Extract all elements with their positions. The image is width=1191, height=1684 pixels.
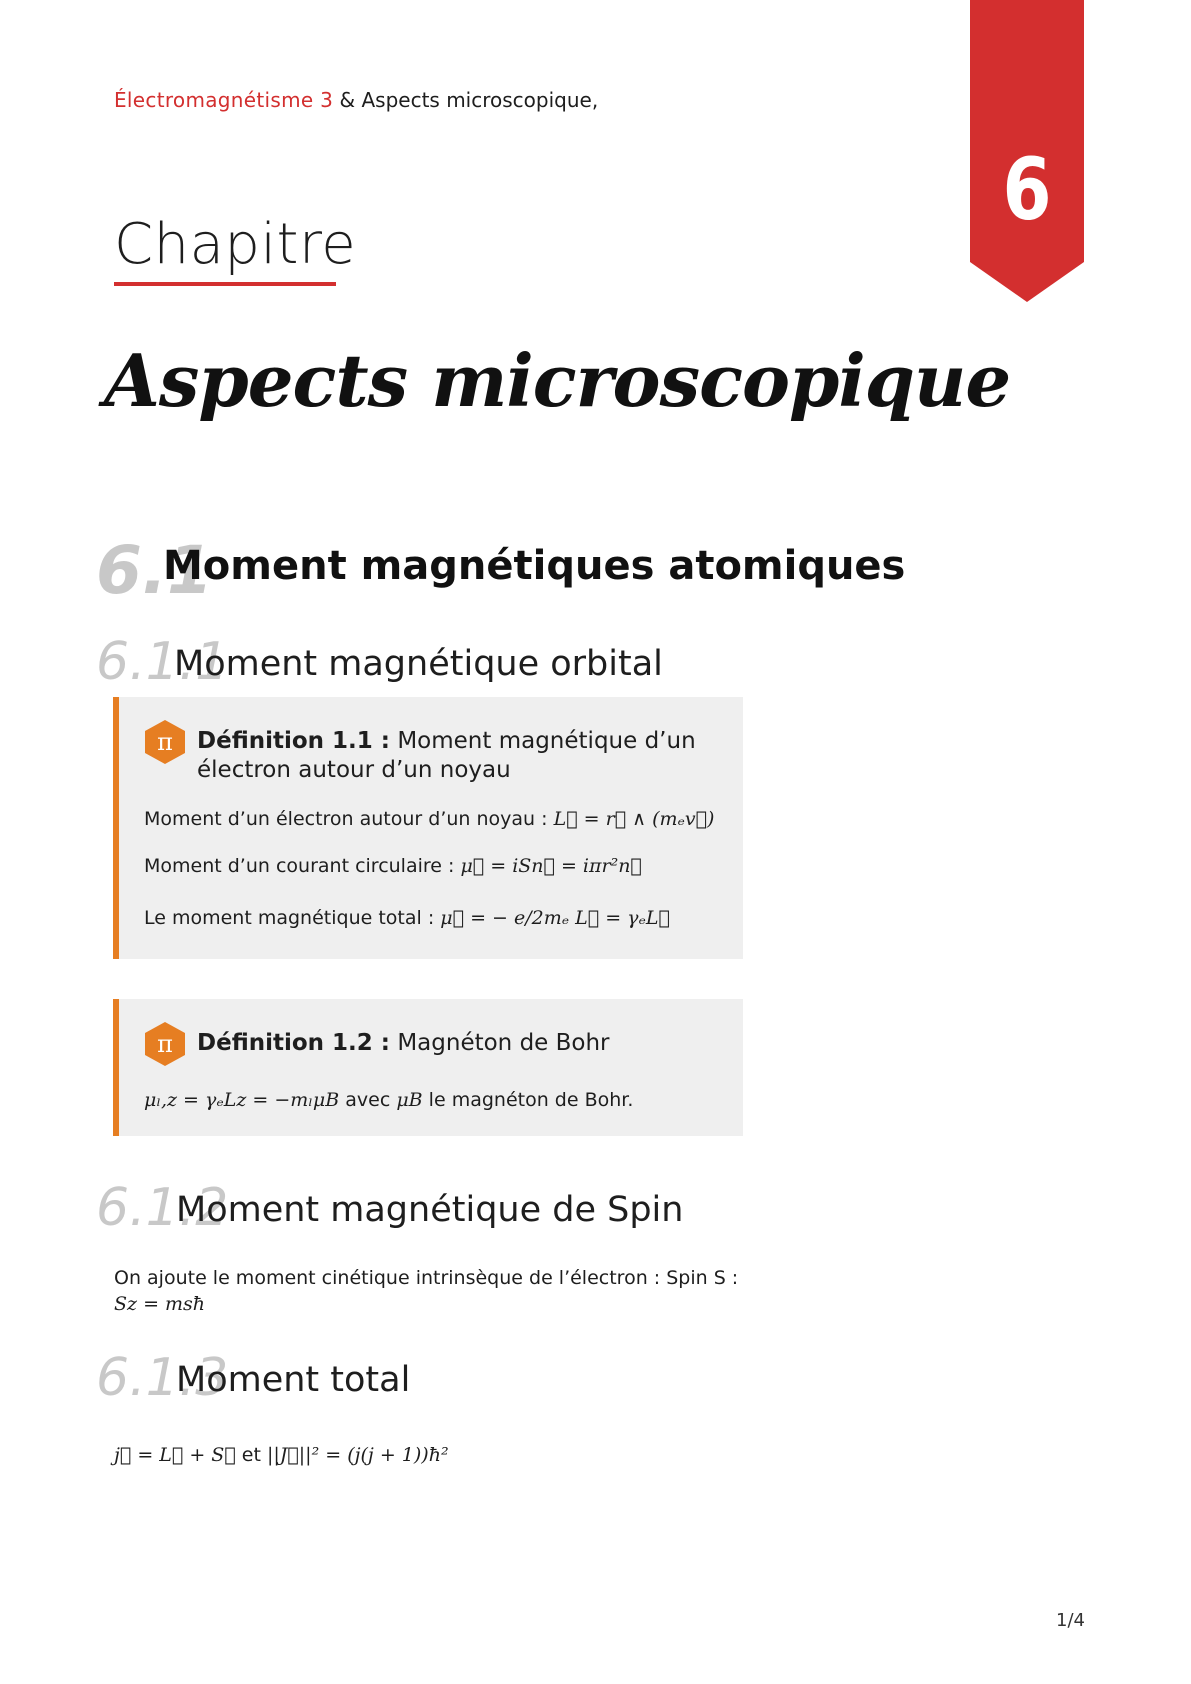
definition-1-title: Moment magnétique d’un électron autour d’un noyau bbox=[197, 728, 696, 783]
bohr-math: μₗ,z = γₑLz = −mₗμB bbox=[144, 1089, 340, 1111]
spin-paragraph bbox=[114, 1265, 754, 1317]
subsection-title-2: Moment magnétique de Spin bbox=[176, 1190, 684, 1230]
definition-2-line bbox=[144, 1089, 633, 1111]
definition-2-title: Magnéton de Bohr bbox=[397, 1030, 610, 1056]
line-2-math: μ⃗ = iSn⃗ = iπr²n⃗ bbox=[460, 855, 642, 877]
definition-1-line-1 bbox=[144, 808, 714, 830]
spin-math: Sz = msħ bbox=[114, 1293, 206, 1315]
total-text: et bbox=[235, 1444, 267, 1466]
page-number: 1/4 bbox=[1056, 1610, 1085, 1631]
running-header bbox=[114, 88, 598, 112]
pi-hexagon-icon bbox=[144, 719, 186, 765]
header-chapter: & Aspects microscopique, bbox=[333, 88, 599, 112]
total-math-1: j⃗ = L⃗ + S⃗ bbox=[114, 1444, 236, 1466]
total-moment-paragraph bbox=[114, 1442, 754, 1468]
chapitre-label: Chapitre bbox=[114, 212, 357, 277]
subsection-number-2: 6.1.2 bbox=[96, 1178, 229, 1238]
line-3-text: Le moment magnétique total : bbox=[144, 907, 435, 929]
section-number: 6.1 bbox=[96, 532, 213, 609]
svg-text:π: π bbox=[157, 1030, 173, 1058]
definition-2-label: Définition 1.2 : bbox=[197, 1030, 391, 1056]
definition-1-heading bbox=[197, 727, 727, 785]
subsection-title-1: Moment magnétique orbital bbox=[174, 644, 663, 684]
bohr-math-2: μB bbox=[396, 1089, 423, 1111]
definition-1-label: Définition 1.1 : bbox=[197, 728, 391, 754]
definition-box-1 bbox=[113, 697, 743, 959]
subsection-number-1: 6.1.1 bbox=[96, 632, 229, 692]
definition-1-line-2 bbox=[144, 855, 642, 877]
total-math-2: ||J⃗||² = (j(j + 1))ħ² bbox=[266, 1444, 449, 1466]
line-2-text: Moment d’un courant circulaire : bbox=[144, 855, 455, 877]
line-1-text: Moment d’un électron autour d’un noyau : bbox=[144, 808, 548, 830]
svg-text:π: π bbox=[157, 728, 173, 756]
line-1-math: L⃗ = r⃗ ∧ (mₑv⃗) bbox=[553, 808, 715, 830]
bohr-text-mid: avec bbox=[339, 1089, 397, 1111]
bohr-text-end: le magnéton de Bohr. bbox=[422, 1089, 634, 1111]
chapitre-underline bbox=[114, 282, 336, 286]
subsection-title-3: Moment total bbox=[176, 1360, 411, 1400]
line-3-math: μ⃗ = − e/2mₑ L⃗ = γₑL⃗ bbox=[440, 907, 670, 929]
pi-hexagon-icon bbox=[144, 1021, 186, 1067]
definition-2-heading bbox=[197, 1029, 727, 1058]
definition-box-2 bbox=[113, 999, 743, 1136]
chapter-number: 6 bbox=[1002, 140, 1052, 240]
header-course: Électromagnétisme 3 bbox=[114, 88, 334, 112]
subsection-number-3: 6.1.3 bbox=[96, 1348, 229, 1408]
spin-text: On ajoute le moment cinétique intrinsèque de l’électron : Spin S : bbox=[114, 1267, 739, 1289]
section-title: Moment magnétiques atomiques bbox=[163, 543, 906, 589]
definition-1-line-3 bbox=[144, 907, 670, 929]
chapter-title: Aspects microscopique bbox=[104, 338, 1011, 423]
